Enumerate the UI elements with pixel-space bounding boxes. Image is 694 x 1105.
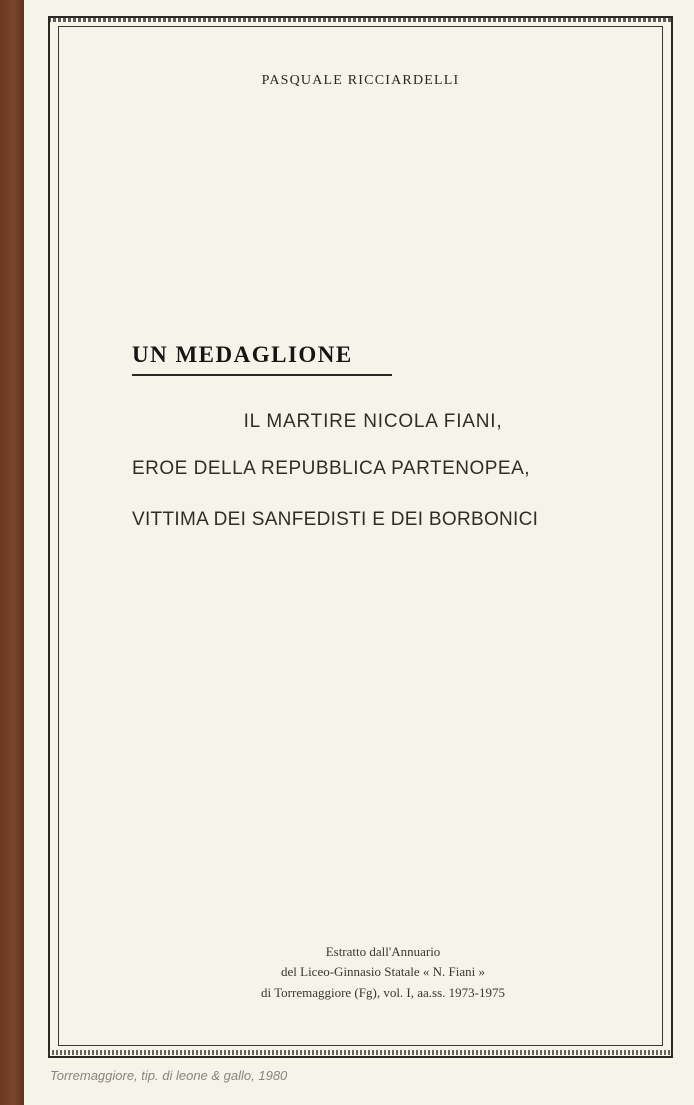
extract-line-2: del Liceo-Ginnasio Statale « N. Fiani » — [281, 964, 485, 979]
subtitle-line-1: IL MARTIRE NICOLA FIANI, — [243, 411, 503, 432]
book-spine — [0, 0, 24, 1105]
title-underline — [132, 374, 392, 376]
author-name: PASQUALE RICCIARDELLI — [261, 73, 460, 88]
printer-imprint: Torremaggiore, tip. di leone & gallo, 1980 — [50, 1068, 288, 1083]
subtitle-line-3: VITTIMA DEI SANFEDISTI E DEI BORBONICI — [132, 509, 539, 530]
frame-bottom-band — [48, 1050, 673, 1055]
inner-frame — [58, 26, 663, 1046]
main-title: UN MEDAGLIONE — [132, 342, 353, 367]
subtitle-line-2: EROE DELLA REPUBBLICA PARTENOPEA, — [132, 458, 531, 479]
extract-line-1: Estratto dall'Annuario — [325, 944, 441, 959]
extract-line-3: di Torremaggiore (Fg), vol. I, aa.ss. 1973-1975 — [261, 985, 505, 1000]
